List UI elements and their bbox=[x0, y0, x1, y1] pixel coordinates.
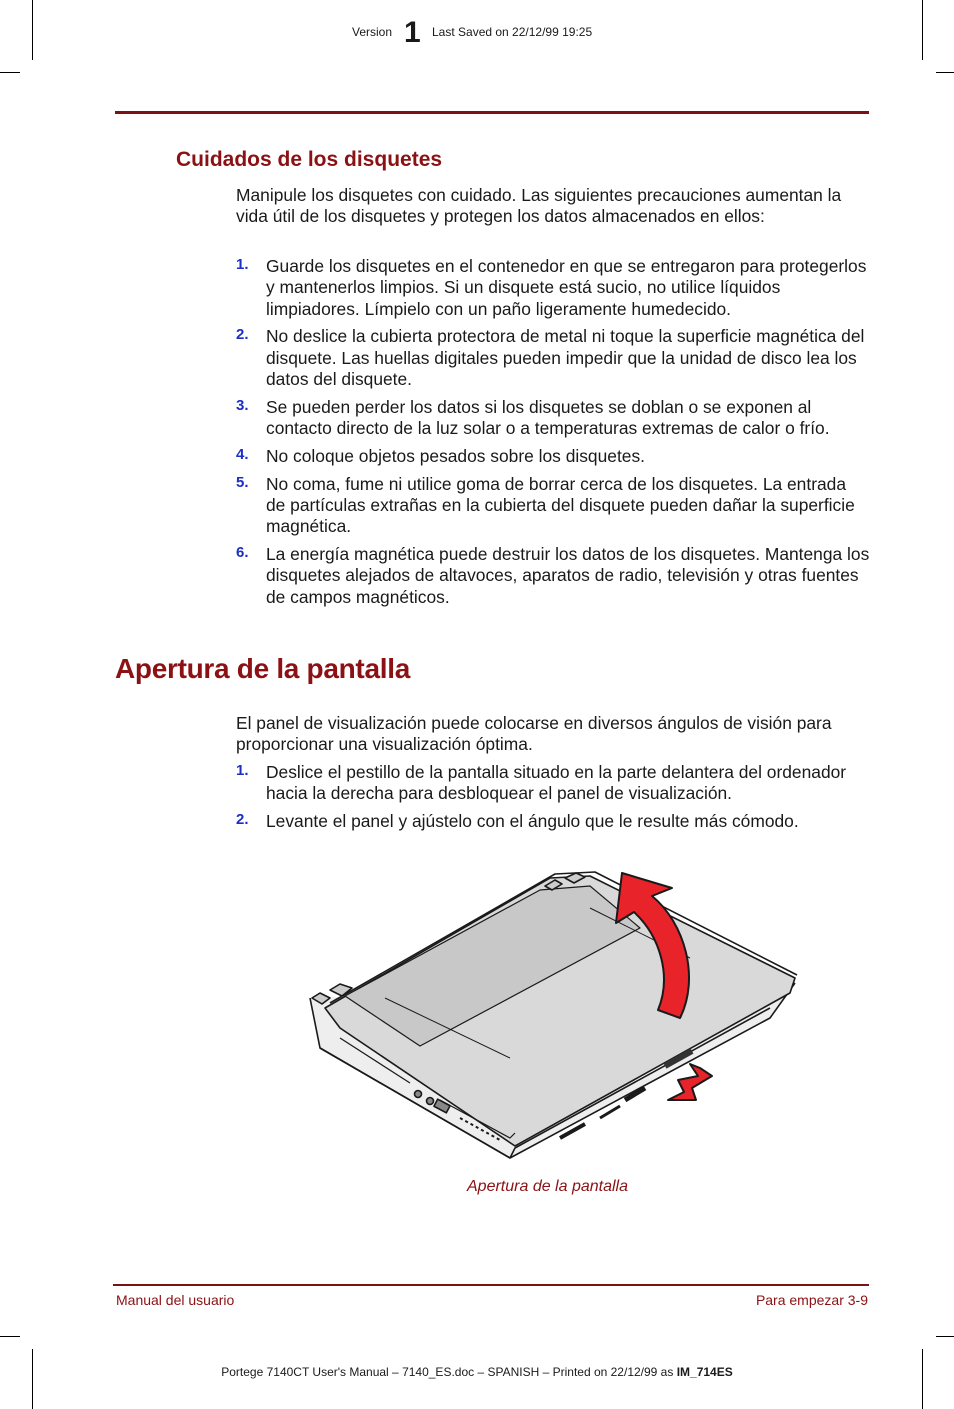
list-item bbox=[236, 326, 870, 390]
section-intro-disquetes: Manipule los disquetes con cuidado. Las siguientes precauciones aumentan la vida útil de los disquetes y protegen los datos almacenados en ellos: bbox=[236, 185, 842, 227]
list-text: No coloque objetos pesados sobre los disquetes. bbox=[266, 445, 645, 466]
list-text: Deslice el pestillo de la pantalla situado en la parte delantera del ordenador hacia la derecha para desbloquear el panel de visualización. bbox=[266, 762, 847, 804]
crop-mark bbox=[32, 1349, 33, 1409]
crop-mark bbox=[0, 72, 20, 73]
list-number: 5. bbox=[236, 473, 249, 491]
crop-mark bbox=[936, 1336, 954, 1337]
list-number: 2. bbox=[236, 326, 249, 344]
section-intro-pantalla: El panel de visualización puede colocarse en diversos ángulos de visión para proporcionar una visualización óptima. bbox=[236, 713, 832, 755]
list-number: 1. bbox=[236, 256, 249, 273]
print-line bbox=[0, 1365, 954, 1379]
list-item bbox=[236, 544, 870, 608]
list-number: 1. bbox=[236, 762, 249, 779]
section-title-pantalla: Apertura de la pantalla bbox=[115, 653, 410, 684]
crop-mark bbox=[0, 1336, 20, 1337]
footer-left: Manual del usuario bbox=[116, 1292, 235, 1308]
bottom-rule bbox=[113, 1284, 869, 1286]
laptop-open-illustration bbox=[300, 868, 810, 1168]
last-saved: Last Saved on 22/12/99 19:25 bbox=[432, 25, 593, 39]
top-rule bbox=[115, 111, 869, 114]
version-header bbox=[0, 16, 954, 50]
footer-right: Para empezar 3-9 bbox=[755, 1292, 868, 1308]
list-item bbox=[236, 397, 870, 440]
version-label: Version bbox=[352, 25, 393, 39]
list-item bbox=[236, 474, 870, 538]
list-number: 2. bbox=[236, 811, 249, 829]
print-prefix: Portege 7140CT User's Manual – 7140_ES.doc – SPANISH – Printed on 22/12/99 as bbox=[221, 1365, 677, 1379]
list-text: Se pueden perder los datos si los disquetes se doblan o se exponen al contacto directo de la luz solar o a temperaturas extremas de calor o frío. bbox=[266, 396, 830, 439]
list-item bbox=[236, 811, 870, 832]
crop-mark bbox=[922, 1349, 923, 1409]
list-number: 6. bbox=[236, 544, 249, 562]
list-text: No coma, fume ni utilice goma de borrar cerca de los disquetes. La entrada de partículas extrañas en la cubierta del disquete pueden dañar la superficie magnética. bbox=[266, 473, 855, 537]
steps-list bbox=[236, 762, 870, 839]
section-title-disquetes: Cuidados de los disquetes bbox=[176, 148, 443, 171]
crop-mark bbox=[936, 72, 954, 73]
list-item bbox=[236, 446, 870, 467]
figure-caption: Apertura de la pantalla bbox=[467, 1178, 628, 1195]
list-text: La energía magnética puede destruir los datos de los disquetes. Mantenga los disquetes alejados de altavoces, aparatos de radio, televisión y otras fuentes de campos magnéticos. bbox=[266, 544, 870, 607]
version-number: 1 bbox=[404, 16, 421, 49]
list-number: 4. bbox=[236, 445, 249, 463]
list-number: 3. bbox=[236, 396, 249, 414]
print-code: IM_714ES bbox=[676, 1365, 733, 1379]
laptop-icon bbox=[310, 872, 797, 1158]
list-text: Levante el panel y ajústelo con el ángulo que le resulte más cómodo. bbox=[266, 811, 799, 832]
list-item bbox=[236, 762, 870, 805]
list-text: No deslice la cubierta protectora de metal ni toque la superficie magnética del disquete. Las huellas digitales pueden impedir que la unidad de disco lea los datos del disquete. bbox=[266, 326, 865, 389]
list-text: Guarde los disquetes en el contenedor en que se entregaron para protegerlos y mantenerlos limpios. Si un disquete está sucio, no utilice líquidos limpiadores. Límpielo con un paño ligeramente humedecido. bbox=[266, 256, 867, 319]
precautions-list bbox=[236, 256, 870, 614]
list-item bbox=[236, 256, 870, 320]
